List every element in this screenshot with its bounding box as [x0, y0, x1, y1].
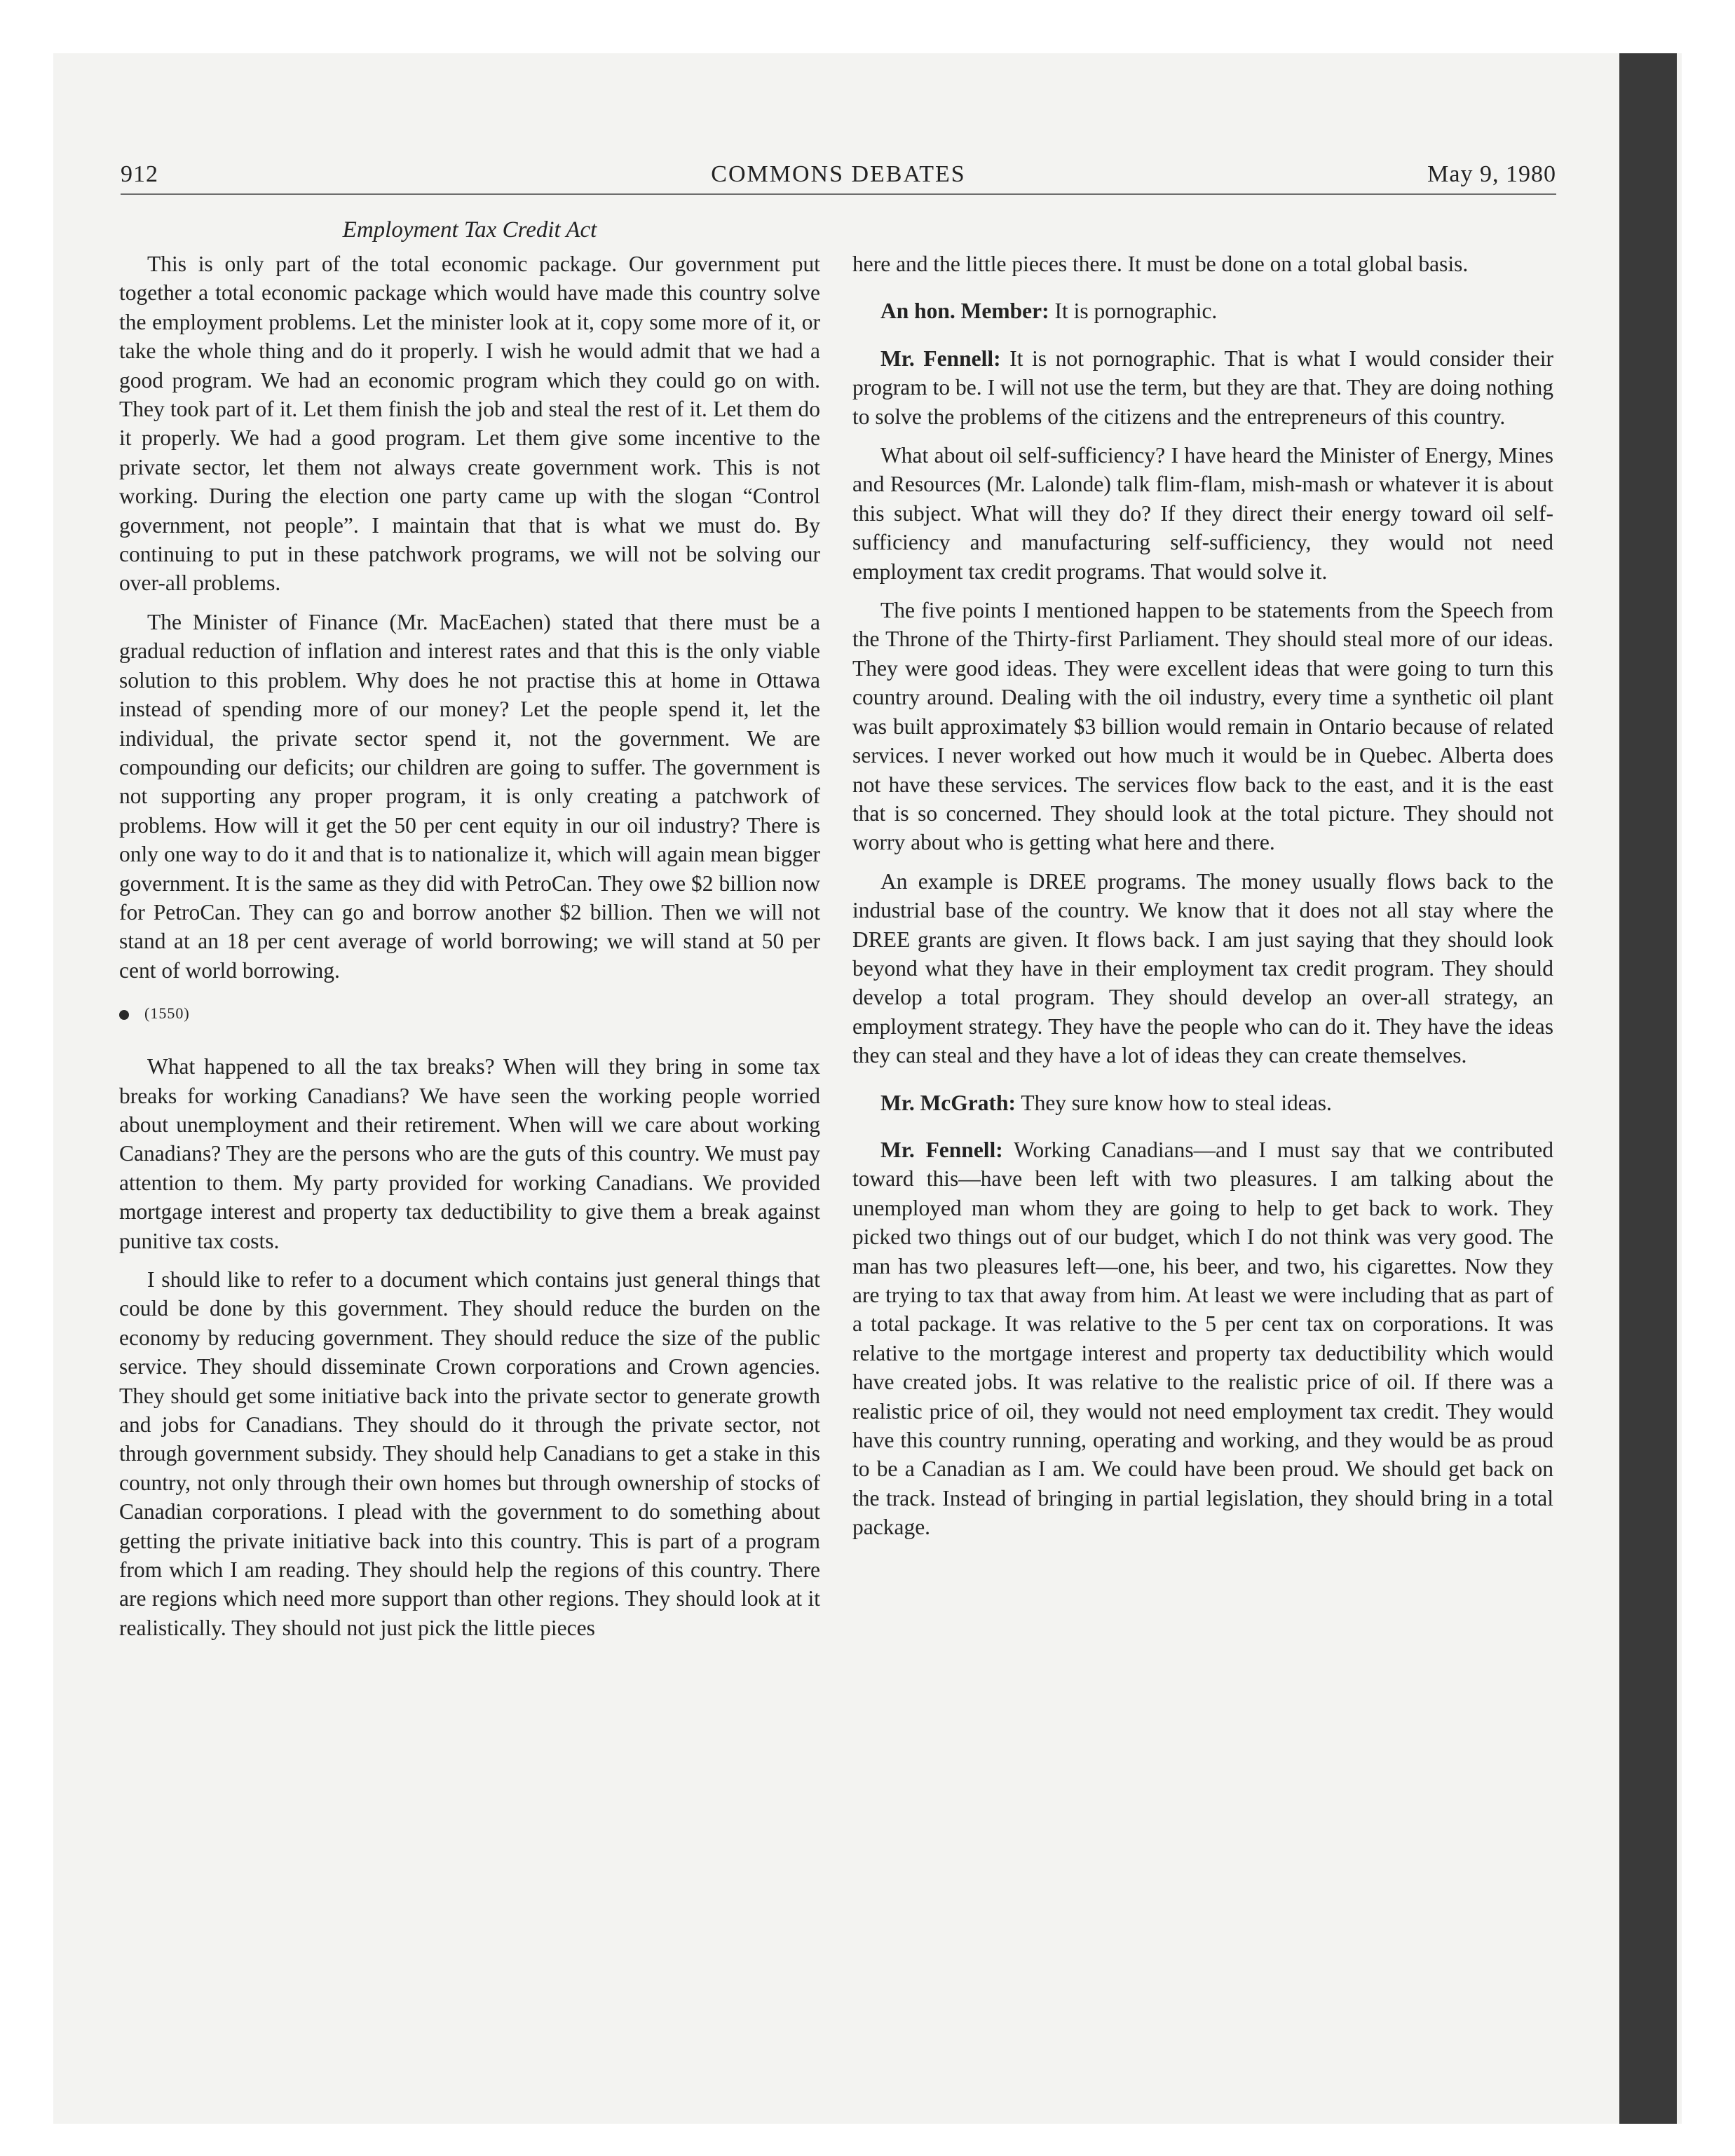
speech-text: They sure know how to steal ideas. — [1016, 1090, 1332, 1115]
publication-title: COMMONS DEBATES — [711, 161, 966, 187]
speaker-name: Mr. McGrath: — [880, 1090, 1016, 1115]
speaker-name: Mr. Fennell: — [880, 346, 1001, 371]
page-header — [121, 158, 1556, 191]
book-spine-shadow — [1619, 53, 1677, 2124]
paragraph: The Minister of Finance (Mr. MacEachen) stated that there must be a gradual reduction of inflation and interest rates and that this is the only viable solution to this problem. Why does he not practise this at home in Ottawa instead of spending more of our money? Let the people spend it, let the individual, the private sector spend it, not the government. We are compounding our deficits; our children are going to suffer. The government is not supporting any proper program, it is only creating a patchwork of problems. How will it get the 50 per cent equity in our oil industry? There is only one way to do it and that is to nationalize it, which will again mean bigger government. It is the same as they did with PetroCan. They owe $2 billion now for PetroCan. They can go and borrow another $2 billion. Then we will not stand at an 18 per cent average of world borrowing; we will stand at 50 per cent of world borrowing. — [119, 609, 820, 983]
speech-text: Working Canadians—and I must say that we contributed toward this—have been left with two pleasures. I am talking about the unemployed man whom they are going to help to get back to work. They picked two things out of our budget, which I do not think was very good. The man has two pleasures left—one, his beer, and two, his cigarettes. Now they are trying to tax that away from him. At least we were including that as part of a total package. It was relative to the 5 per cent tax on corporations. It was relative to the mortgage interest and property tax deductibility which would have created jobs. It was relative to the realistic price of oil. If there was a realistic price of oil, they would not need employment tax credit. They would have this country running, operating and working, and they would be as proud to be a Canadian as I am. We could have been proud. We should get back on the track. Instead of bringing in partial legislation, they should bring in a total package. — [852, 1137, 1553, 1540]
header-rule — [121, 193, 1556, 195]
speaker-name: An hon. Member: — [880, 299, 1049, 324]
speech — [852, 1089, 1553, 1117]
speech-text: It is not pornographic. That is what I would consider their program to be. I will not use the term, but they are that. They are doing nothing to solve the problems of the citizens and the entrepreneurs of this country. — [852, 346, 1553, 429]
act-title: Employment Tax Credit Act — [342, 217, 597, 243]
time-marker-label: (1550) — [144, 1004, 190, 1023]
left-column — [119, 214, 820, 1652]
paragraph: What about oil self-sufficiency? I have heard the Minister of Energy, Mines and Resources (Mr. Lalonde) talk flim-flam, mish-mash or whatever it is about this subject. What will they do? If they direct their energy toward oil self-sufficiency and manufacturing self-sufficiency, they would not need employment tax credit programs. That would solve it. — [852, 443, 1553, 584]
paragraph: This is only part of the total economic package. Our government put together a total economic package which would have made this country solve the employment problems. Let the minister look at it, copy some more of it, or take the whole thing and do it properly. I wish he would admit that we had a good program. We had an economic program which they could go on with. They took part of it. Let them finish the job and steal the rest of it. Let them do it properly. We had a good program. Let them give some incentive to the private sector, let them not always create government work. This is not working. During the election one party came up with the slogan “Control government, not people”. I maintain that that is what we must do. By continuing to put in these patchwork programs, we will not be solving our over-all problems. — [119, 252, 820, 596]
speech — [852, 1135, 1553, 1542]
speech-text: It is pornographic. — [1049, 299, 1218, 324]
paragraph: What happened to all the tax breaks? When will they bring in some tax breaks for working Canadians? We have seen the working people worried about unemployment and their retirement. When will we care about working Canadians? They are the persons who are the guts of this country. We must pay attention to them. My party provided for working Canadians. We provided mortgage interest and property tax deductibility to give them a break against punitive tax costs. — [119, 1054, 820, 1253]
paragraph: I should like to refer to a document which contains just general things that could be done by this government. They should reduce the burden on the economy by reducing government. They should reduce the size of the public service. They should disseminate Crown corporations and Crown agencies. They should get some initiative back into the private sector to generate growth and jobs for Canadians. They should do it through the private sector, not through government subsidy. They should help Canadians to get a stake in this country, not only through their own homes but through ownership of stocks of Canadian corporations. I plead with the government to do something about getting the private initiative back into this country. This is part of a program from which I am reading. They should help the regions of this country. There are regions which need more support than other regions. They should look at it realistically. They should not just pick the little pieces — [119, 1267, 820, 1640]
page-number: 912 — [121, 161, 158, 187]
paragraph: here and the little pieces there. It must be done on a total global basis. — [852, 252, 1469, 276]
paragraph: An example is DREE programs. The money usually flows back to the industrial base of the country. We know that it does not all stay where the DREE grants are given. It flows back. I am just saying that they should look beyond what they have in their employment tax credit program. They should develop a total program. They should develop an over-all strategy, an employment strategy. They have the people who can do it. They have the ideas they can steal and they have a lot of ideas they can create themselves. — [852, 868, 1553, 1068]
speaker-name: Mr. Fennell: — [880, 1137, 1003, 1162]
right-column — [852, 250, 1553, 1552]
bullet-icon — [119, 1010, 129, 1020]
speech — [852, 296, 1553, 325]
page-date: May 9, 1980 — [1427, 161, 1556, 187]
speech — [852, 344, 1553, 431]
time-marker — [119, 1003, 820, 1024]
paragraph: The five points I mentioned happen to be statements from the Speech from the Throne of the Thirty-first Parliament. They should steal more of our ideas. They were good ideas. They were excellent ideas that were going to turn this country around. Dealing with the oil industry, every time a synthetic oil plant was built approximately $3 billion would remain in Ontario because of related services. I never worked out how much it would be in Quebec. Alberta does not have these services. The services flow back to the east, and it is the east that is so concerned. They should look at the total picture. They should not worry about who is getting what here and there. — [852, 598, 1553, 855]
